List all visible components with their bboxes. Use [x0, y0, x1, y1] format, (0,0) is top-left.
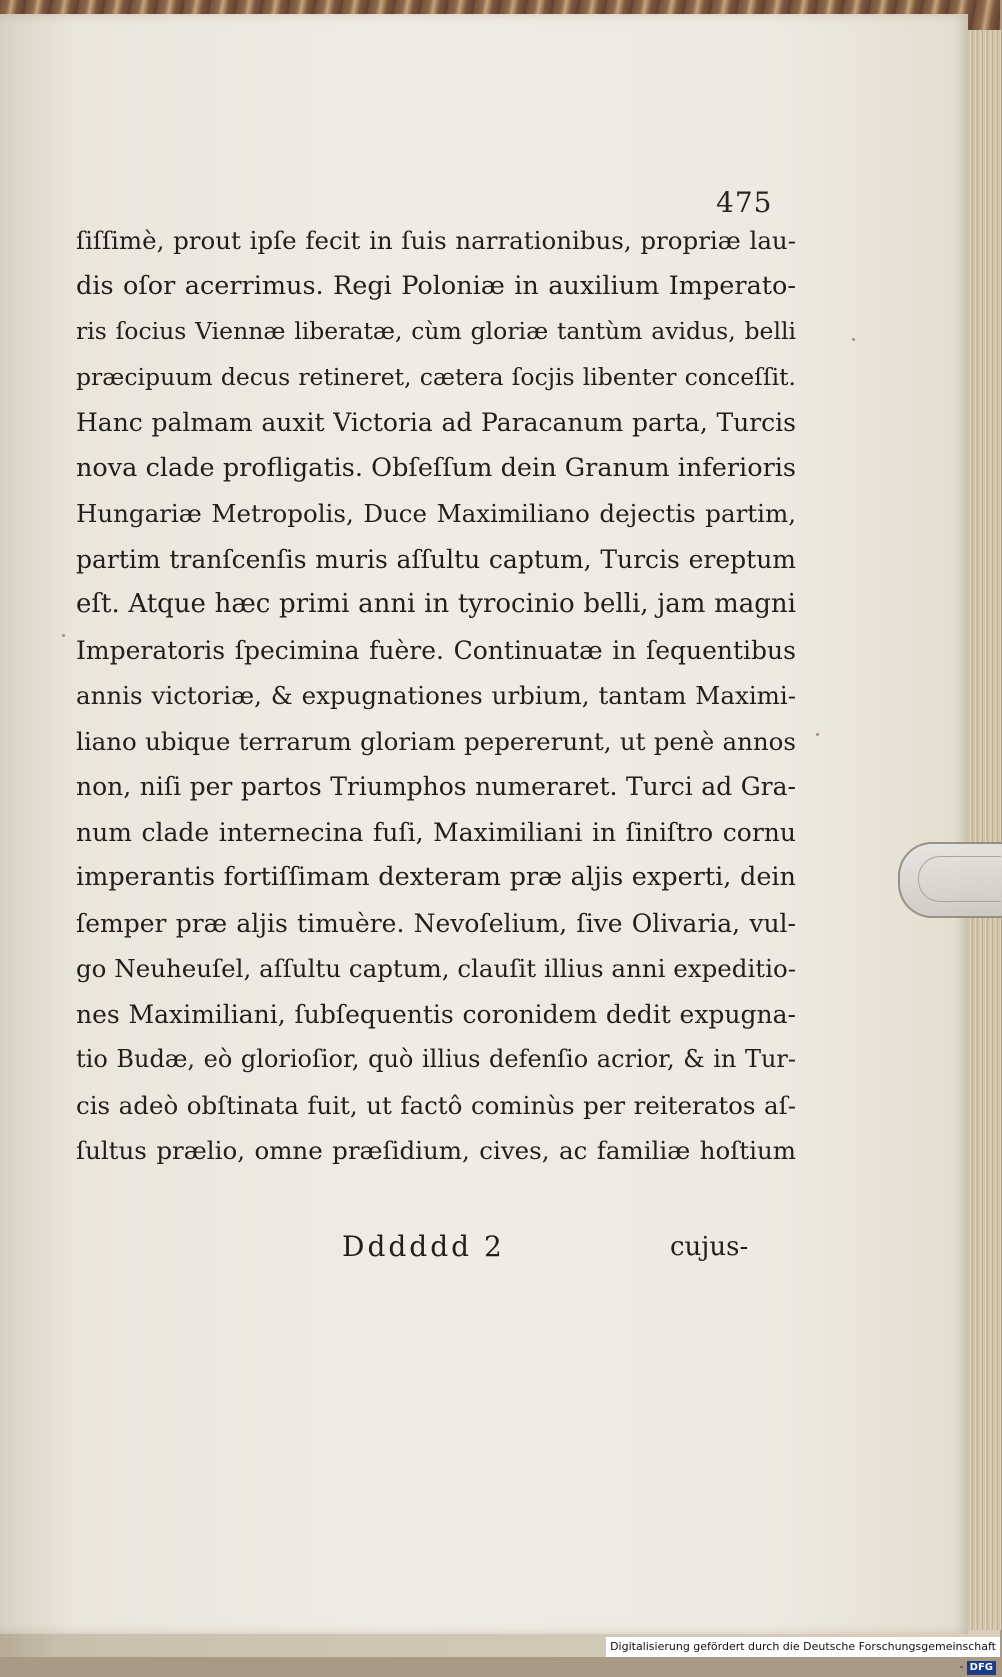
text-line: nova clade profligatis. Obſeſſum dein Granum inferioris: [76, 452, 796, 483]
text-line: præcipuum decus retineret, cætera ſocjis libenter conceſſit.: [76, 362, 796, 391]
text-line: nes Maximiliani, ſubſequentis coronidem dedit expugna-: [76, 999, 796, 1029]
bookmark-clip-inner: [918, 856, 1001, 902]
paper-speck: [816, 733, 819, 736]
text-line: annis victoriæ, & expugnationes urbium, tantam Maximi-: [76, 681, 796, 710]
text-line: ris ſocius Viennæ liberatæ, cùm gloriæ tantùm avidus, belli: [76, 317, 796, 345]
text-line: imperantis fortiſſimam dexteram præ aljis experti, dein: [76, 862, 796, 892]
text-line: num clade internecina fuſi, Maximiliani in ſiniſtro cornu: [76, 817, 796, 847]
text-line: ſiſſimè, prout ipſe fecit in ſuis narrationibus, propriæ lau-: [76, 226, 796, 255]
text-line: eſt. Atque hæc primi anni in tyrocinio belli, jam magni: [76, 589, 796, 619]
paper-speck: [852, 338, 855, 341]
credit-text: Digitalisierung gefördert durch die Deutsche Forschungsgemeinschaft -: [610, 1640, 996, 1673]
text-line: ſultus prælio, omne præſidium, cives, ac familiæ hoſtium: [76, 1136, 796, 1165]
digitization-credit: [606, 1637, 1000, 1673]
signature-mark: Dddddd 2: [342, 1230, 505, 1263]
text-line: Hanc palmam auxit Victoria ad Paracanum parta, Turcis: [76, 408, 796, 437]
text-line: tio Budæ, eò glorioſior, quò illius defenſio acrior, & in Tur-: [76, 1045, 796, 1073]
catchword: cujus-: [670, 1232, 749, 1262]
text-line: liano ubique terrarum gloriam pepererunt, ut penè annos: [76, 726, 796, 756]
text-line: Hungariæ Metropolis, Duce Maximiliano dejectis partim,: [76, 499, 796, 528]
text-line: dis oſor acerrimus. Regi Poloniæ in auxilium Imperato-: [76, 270, 796, 301]
dfg-logo-icon: DFG: [967, 1661, 996, 1675]
body-text: [76, 218, 796, 1174]
text-line: go Neuheuſel, aſſultu captum, clauſit illius anni expeditio-: [76, 954, 796, 983]
paper-speck: [62, 634, 65, 637]
text-line: Imperatoris ſpecimina fuère. Continuatæ in ſequentibus: [76, 635, 796, 665]
page-number: 475: [716, 186, 773, 219]
text-line: cis adeò obſtinata fuit, ut factô cominùs per reiteratos aſ-: [76, 1090, 796, 1120]
text-line: non, niſi per partos Triumphos numeraret. Turci ad Gra-: [76, 772, 796, 801]
text-line: ſemper præ aljis timuère. Nevoſelium, ſive Olivaria, vul-: [76, 908, 796, 938]
text-line: partim tranſcenſis muris aſſultu captum, Turcis ereptum: [76, 544, 796, 574]
